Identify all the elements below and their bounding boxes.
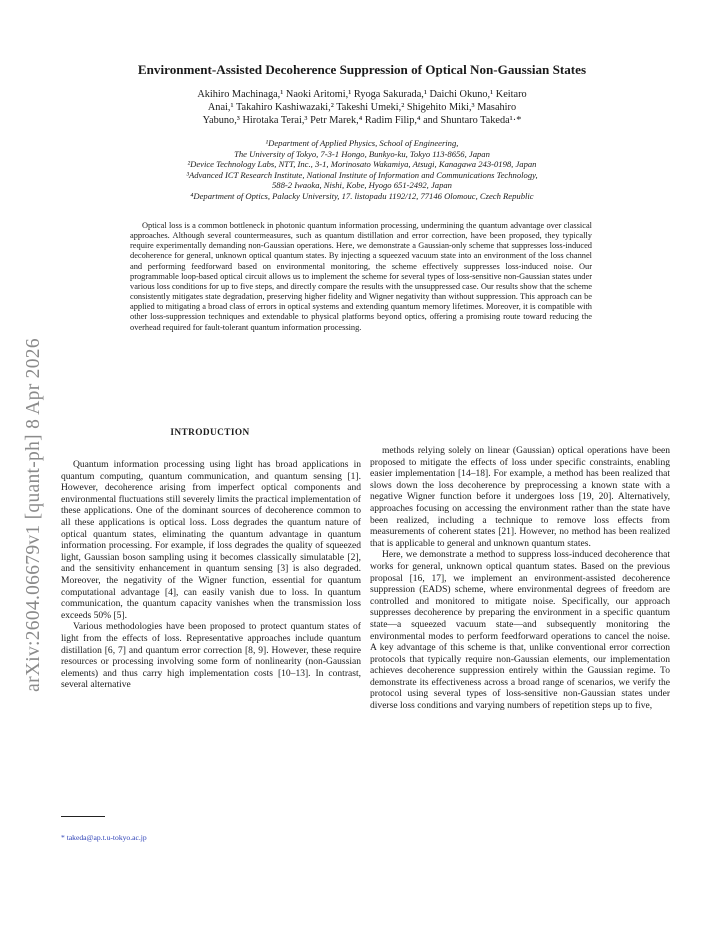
corresponding-email-link[interactable]: takeda@ap.t.u-tokyo.ac.jp — [66, 833, 147, 842]
section-heading-introduction: INTRODUCTION — [170, 428, 250, 438]
footnote-divider — [61, 816, 105, 817]
left-column — [61, 459, 361, 691]
affiliation-line: ¹Department of Applied Physics, School of Engineering, — [265, 138, 459, 148]
body-paragraph: methods relying solely on linear (Gaussian) optical operations have been proposed to mitigate the effects of loss under specific constraints, enabling easier implementation [14–18]. For example, a method has been realized that slows down the loss decoherence by preprocessing a known state with a negative Wigner function before it undergoes loss [19, 20]. Alternatively, approaches focusing on accessing the environment rather than the state have been realized, including a technique to remove loss effects from measurements of coherent states [21]. However, no method has been realized that is applicable to general and unknown quantum states. — [370, 445, 670, 549]
author-line: Akihiro Machinaga,¹ Naoki Aritomi,¹ Ryoga Sakurada,¹ Daichi Okuno,¹ Keitaro — [197, 89, 527, 100]
abstract — [130, 221, 592, 333]
arxiv-sidebar-stamp — [14, 300, 54, 730]
affiliation-line: ²Device Technology Labs, NTT, Inc., 3-1, Morinosato Wakamiya, Atsugi, Kanagawa 243-0198, Japan — [187, 159, 537, 170]
right-column — [370, 445, 670, 712]
paper-title: Environment-Assisted Decoherence Suppression of Optical Non-Gaussian States — [137, 62, 587, 77]
author-line: Anai,¹ Takahiro Kashiwazaki,² Takeshi Umeki,² Shigehito Miki,³ Masahiro — [207, 102, 517, 113]
affiliation-line: ³Advanced ICT Research Institute, National Institute of Information and Communications Technology, — [186, 169, 538, 180]
abstract-text: Optical loss is a common bottleneck in photonic quantum information processing, undermining the quantum advantage over classical approaches. Although several countermeasures, such as quantum distillation and error correction, have been proposed, they typically require experimentally demanding non-Gaussian operations. Here, we demonstrate a Gaussian-only scheme that suppresses loss-induced decoherence for general, unknown optical quantum states. By injecting a squeezed vacuum state into an environment of the loss channel and performing feedforward based on environmental monitoring, the scheme effectively suppresses loss-induced noise. Our programmable loop-based optical circuit allows us to implement the scheme for several types of loss-sensitive non-Gaussian states under various loss conditions for up to five steps, and directly compare the results with the unsuppressed case. Our results show that the scheme consistently mitigates state degradation, preserving higher fidelity and Wigner negativity than without suppression. This approach can be applied to mitigating a broad class of errors in optical systems and extending quantum memory lifetimes. Moreover, it is compatible with other loss-suppression techniques and extendable to physical platforms beyond optics, offering a promising route toward reducing the overhead required for fault-tolerant quantum information processing. — [130, 221, 592, 332]
affiliation-list — [95, 138, 629, 202]
body-paragraph: Quantum information processing using light has broad applications in quantum computing, quantum communication, and quantum sensing [1]. However, decoherence arising from imperfect optical components and environmental fluctuations still severely limits the practical implementation of these applications. One of the dominant sources of decoherence common to all these applications is optical loss. Loss degrades the quantum nature of optical quantum states, eliminating the quantum advantage in quantum information processing. For example, if loss degrades the quality of squeezed light, Gaussian boson sampling using it becomes classically simulatable [2], and the sensitivity enhancement in quantum sensing [3] is also degraded. Moreover, the negativity of the Wigner function, essential for quantum computational advantage [4], can easily vanish due to loss. In quantum communication, the quantum capacity vanishes when the transmission loss exceeds 50% [5]. — [61, 459, 361, 621]
affiliation-line: The University of Tokyo, 7-3-1 Hongo, Bunkyo-ku, Tokyo 113-8656, Japan — [234, 148, 490, 159]
author-line: Yabuno,³ Hirotaka Terai,³ Petr Marek,⁴ Radim Filip,⁴ and Shuntaro Takeda¹·* — [202, 115, 522, 126]
body-paragraph: Various methodologies have been proposed to protect quantum states of light from the effects of loss. Representative approaches include quantum distillation [6, 7] and quantum error correction [8, 9]. However, these require resources or processing involving some form of nonlinearity (non-Gaussian elements) and thus carry high implementation costs [10–13]. In contrast, several alternative — [61, 621, 361, 691]
body-paragraph: Here, we demonstrate a method to suppress loss-induced decoherence that works for general, unknown optical quantum states. Based on the previous proposal [16, 17], we implement an environment-assisted decoherence suppression (EADS) scheme, where environmental degrees of freedom are controlled and monitored to mitigate noise. Specifically, our approach suppresses decoherence by preparing the environment in a specific quantum state—a squeezed vacuum state—and subsequently monitoring the environmental modes to perform feedforward operations to cancel the noise. A key advantage of this scheme is that, unlike conventional error correction protocols that typically require non-Gaussian elements, our implementation achieves decoherence suppression entirely within the Gaussian regime. To demonstrate its effectiveness across a broad range of scenarios, we verify the protocol using several types of loss-sensitive non-Gaussian states under diverse loss conditions and varying numbers of repetition steps up to five, — [370, 549, 670, 712]
affiliation-line: ⁴Department of Optics, Palacky University, 17. listopadu 1192/12, 77146 Olomouc, Czech Republic — [190, 190, 534, 201]
footnote — [61, 833, 361, 842]
affiliation-line: 588-2 Iwaoka, Nishi, Kobe, Hyogo 651-2492, Japan — [272, 180, 452, 191]
arxiv-identifier: arXiv:2604.06679v1 [quant-ph] 8 Apr 2026 — [23, 338, 44, 692]
footnote-marker: * — [61, 833, 65, 842]
author-list — [118, 88, 606, 127]
